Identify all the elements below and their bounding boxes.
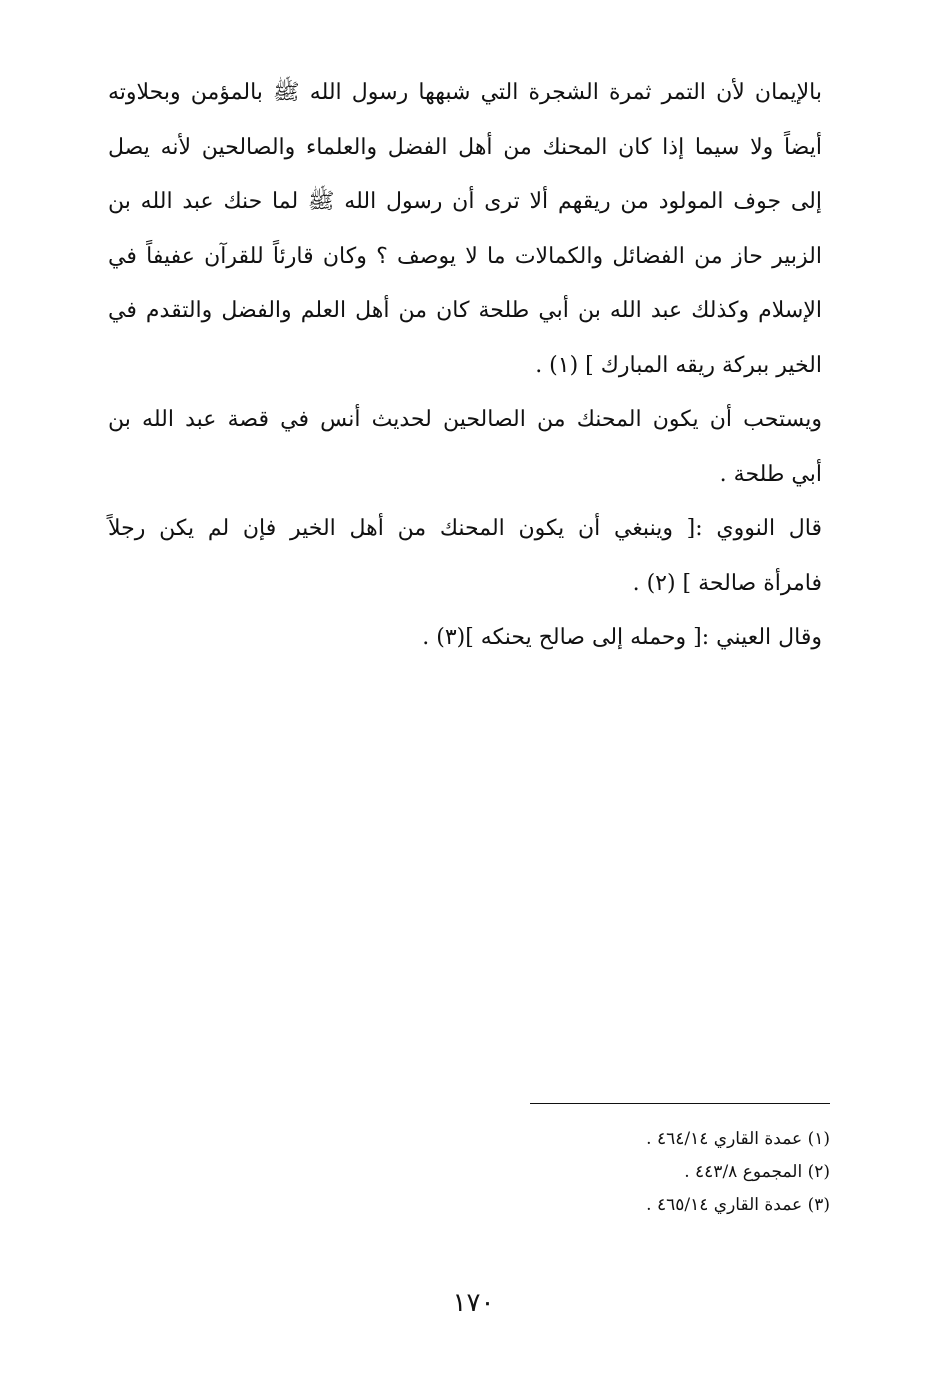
text-line: ويستحب أن يكون المحنك من الصالحين لحديث أنس في قصة عبد الله بن [108,407,822,432]
page-number: ١٧٠ [452,1288,495,1318]
text-line: بالإيمان لأن التمر ثمرة الشجرة التي شبهها رسول الله ﷺ بالمؤمن وبحلاوته [108,80,822,105]
footnote-2: (٢) المجموع ٤٤٣/٨ . [684,1162,830,1182]
text-line: قال النووي :[ وينبغي أن يكون المحنك من أهل الخير فإن لم يكن رجلاً [108,516,822,541]
text-line: الإسلام وكذلك عبد الله بن أبي طلحة كان من أهل العلم والفضل والتقدم في [108,298,822,323]
text-line: أيضاً ولا سيما إذا كان المحنك من أهل الفضل والعلماء والصالحين لأنه يصل [108,134,822,160]
paragraph-4 [108,611,822,666]
text-line: أبي طلحة . [719,461,822,487]
paragraph-3 [108,502,822,611]
paragraph-2 [108,393,822,502]
footnote-divider [530,1103,830,1104]
paragraph-1 [108,66,822,393]
main-text [108,66,822,666]
text-line: الزبير حاز من الفضائل والكمالات ما لا يوصف ؟ وكان قارئاً للقرآن عفيفاً في [108,243,822,269]
footnotes [530,1123,830,1222]
text-line: وقال العيني :[ وحمله إلى صالح يحنكه ](٣) . [422,625,822,650]
footnote-3: (٣) عمدة القاري ٤٦٥/١٤ . [646,1195,830,1215]
footnote-1: (١) عمدة القاري ٤٦٤/١٤ . [646,1129,830,1149]
text-line: فامرأة صالحة ] (٢) . [632,570,822,596]
text-line: إلى جوف المولود من ريقهم ألا ترى أن رسول الله ﷺ لما حنك عبد الله بن [108,189,822,214]
text-line: الخير ببركة ريقه المبارك ] (١) . [535,352,822,378]
